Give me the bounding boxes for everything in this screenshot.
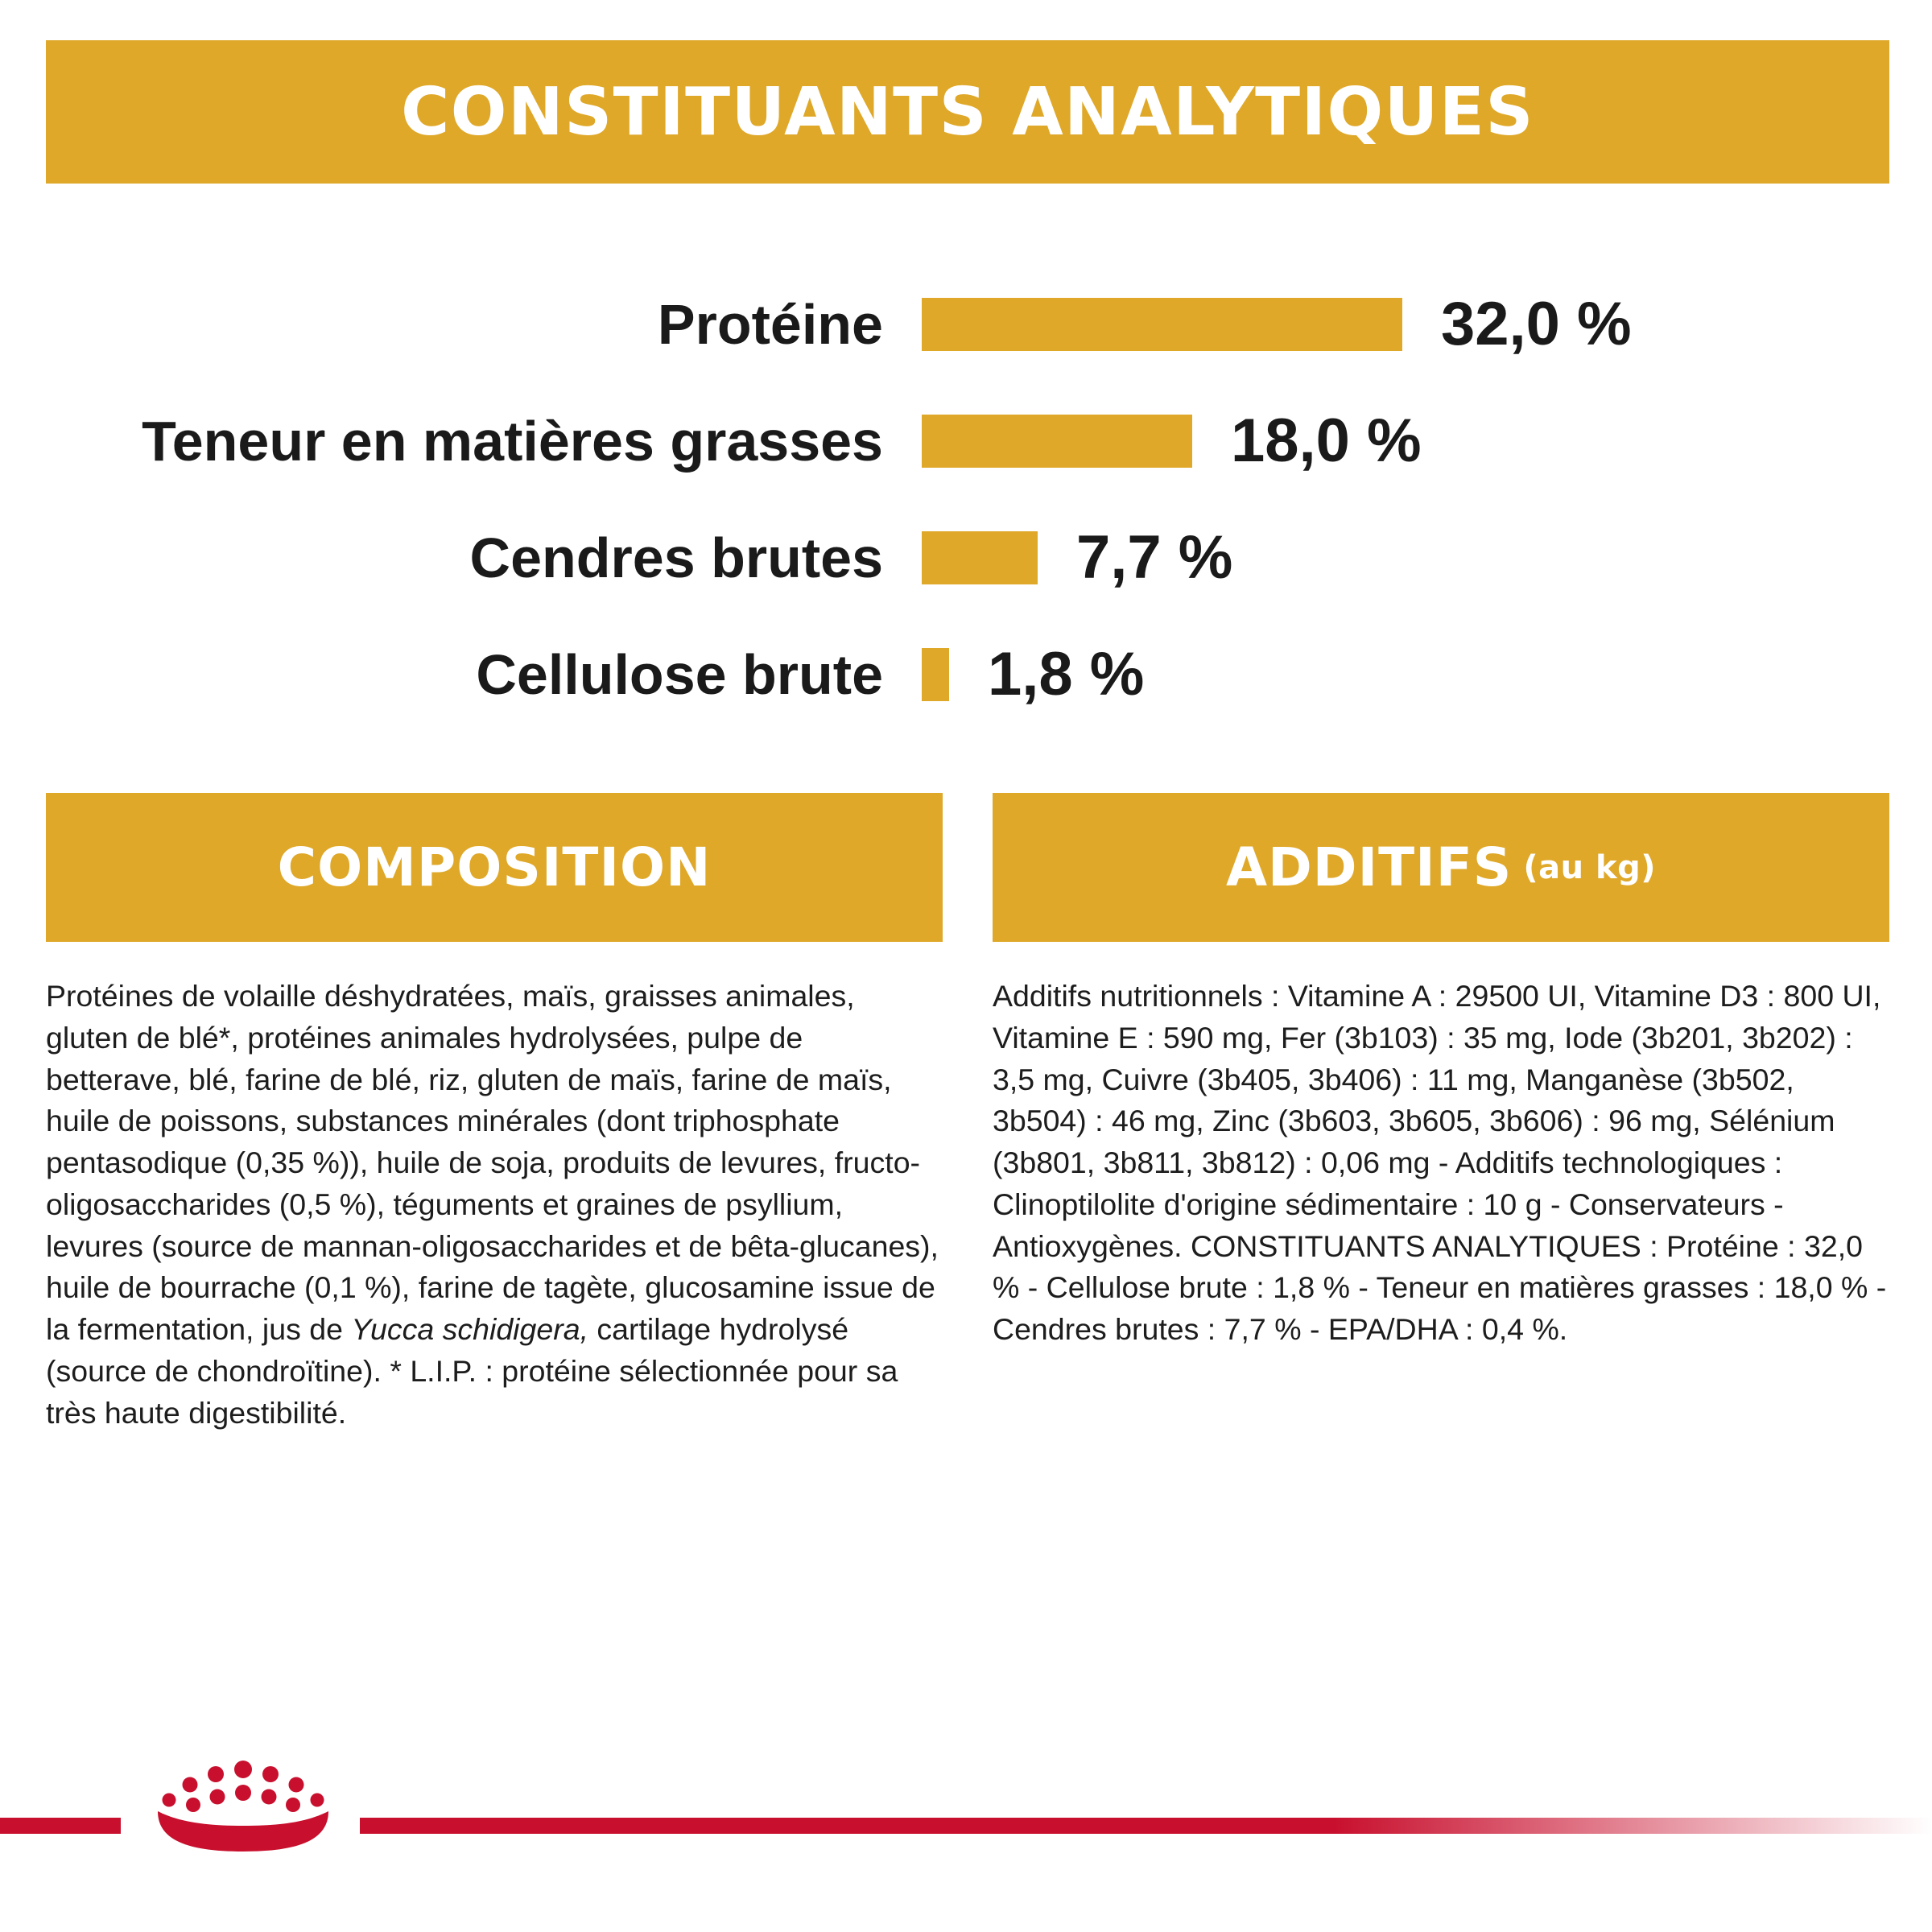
additives-subtitle: (au kg): [1523, 848, 1657, 886]
constituent-row: [0, 499, 1932, 616]
composition-column: [46, 793, 943, 1434]
composition-text-start: Protéines de volaille déshydratées, maïs, graisses animales, gluten de blé*, protéines animales hydrolysées, pulpe de betterave, blé, farine de blé, riz, gluten de maïs, farine de maïs, huile de poissons, substances minérales (dont triphosphate pentasodique (0,35 %)), huile de soja, produits de levures, fructo-oligosaccharides (0,5 %), téguments et graines de psyllium, levures (source de mannan-oligosaccharides et de bêta-glucanes), huile de bourrache (0,1 %), farine de tagète, glucosamine issue de la fermentation, jus de: [46, 979, 939, 1346]
constituent-row: [0, 616, 1932, 733]
constituent-bar: [922, 531, 1038, 584]
additives-header: [993, 793, 1889, 942]
constituent-row: [0, 266, 1932, 382]
constituent-label: Teneur en matières grasses: [142, 409, 883, 473]
constituent-value: 1,8 %: [988, 640, 1145, 708]
footer: [0, 1758, 1932, 1855]
constituent-row: [0, 382, 1932, 499]
composition-text-end: cartilage hydrolysé (source de chondroïtine). * L.I.P. : protéine sélectionnée pour sa très haute digestibilité.: [46, 1312, 898, 1430]
analytical-constituents-header: [46, 40, 1889, 184]
composition-header: [46, 793, 943, 942]
analytical-constituents-chart: [0, 266, 1932, 733]
constituent-label: Cellulose brute: [476, 642, 883, 706]
constituent-value: 7,7 %: [1076, 523, 1233, 592]
constituent-label: Protéine: [657, 292, 883, 356]
constituent-label: Cendres brutes: [469, 526, 883, 589]
page-title: CONSTITUANTS ANALYTIQUES: [401, 73, 1534, 151]
constituent-bar: [922, 415, 1192, 468]
footer-rule-right: [360, 1818, 1932, 1834]
additives-text: Additifs nutritionnels : Vitamine A : 29500 UI, Vitamine D3 : 800 UI, Vitamine E : 590 mg, Fer (3b103) : 35 mg, Iode (3b201, 3b202) : 3,5 mg, Cuivre (3b405, 3b406) : 11 mg, Manganèse (3b502, 3b504) : 46 mg, Zinc (3b603, 3b605, 3b606) : 96 mg, Sélénium (3b801, 3b811, 3b812) : 0,06 mg - Additifs technologiques : Clinoptilolite d'origine sédimentaire : 10 g - Conservateurs - Antioxygènes. CONSTITUANTS ANALYTIQUES : Protéine : 32,0 % - Cellulose brute : 1,8 % - Teneur en matières grasses : 18,0 % - Cendres brutes : 7,7 % - EPA/DHA : 0,4 %.: [993, 979, 1887, 1346]
footer-rule-left: [0, 1818, 121, 1834]
constituent-value: 32,0 %: [1441, 290, 1632, 358]
additives-column: [993, 793, 1889, 1434]
composition-text: [46, 976, 943, 1434]
detail-columns: [46, 793, 1889, 1434]
composition-text-italic: Yucca schidigera,: [351, 1312, 588, 1346]
composition-title: COMPOSITION: [277, 836, 712, 898]
constituent-bar: [922, 648, 949, 701]
constituent-bar: [922, 298, 1402, 351]
additives-title: ADDITIFS: [1225, 836, 1513, 898]
constituent-value: 18,0 %: [1231, 407, 1422, 475]
royal-canin-crown-icon: [143, 1758, 343, 1855]
